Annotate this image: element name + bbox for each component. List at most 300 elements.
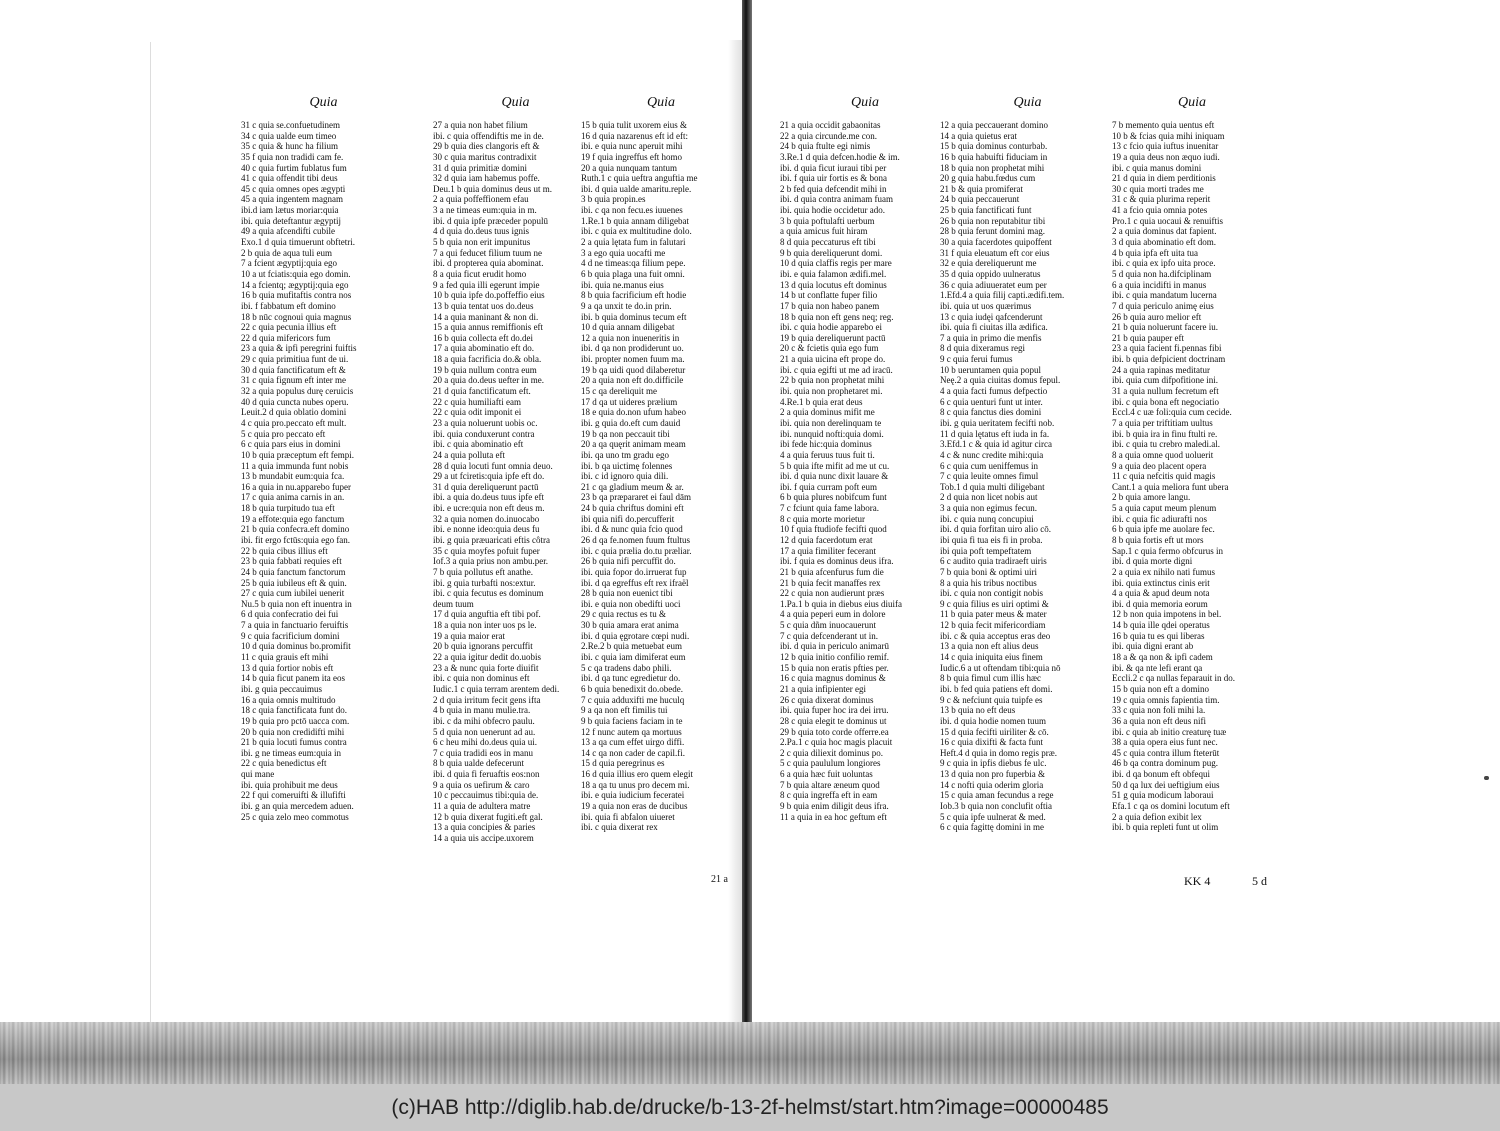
entry-line: 9 b quia enim diligit deus ifra.: [780, 801, 889, 811]
entry-line: 24 a quia polluta eft: [433, 449, 505, 460]
entry-line: 4 a quia feruus tuus fuit ti.: [780, 449, 875, 460]
entry-line: 14 c nofti quia oderim gloria: [940, 779, 1044, 790]
entry-line: 29 a ut fciretis:quia ipfe eft do.: [433, 471, 545, 482]
entry-line: 41 c quia offendit tibi deus: [241, 173, 338, 184]
entry-line: 4 d quia do.deus tuus ignis: [433, 226, 529, 237]
entry-line: 18 b quia non prophetat mihi: [940, 162, 1045, 173]
entry-line: 21 d quia fanctificatum eft.: [433, 386, 531, 397]
entry-line: 7 b quia boni & optimi uiri: [940, 566, 1037, 577]
entry-line: 22 c quia benedictus eft: [241, 758, 327, 769]
entry-line: 24 b quia peccauerunt: [940, 194, 1020, 205]
entry-line: ibi. quia non derelinquam te: [780, 417, 882, 428]
entry-line: 18 b quia turpitudo tua eft: [241, 503, 335, 514]
entry-line: 22 c quia non audierunt præs: [780, 588, 885, 599]
entry-line: 15 b quia non eratis pfties per.: [780, 662, 889, 673]
entry-line: 29 c quia rectus es tu &: [581, 609, 666, 620]
entry-line: 8 c quia fanctus dies domini: [940, 407, 1042, 418]
entry-line: Exo.1 d quia timuerunt obftetri.: [241, 237, 355, 248]
entry-line: 4.Re.1 b quia erat deus: [780, 396, 863, 407]
entry-line: 5 c quia ipfe uulnerat & med.: [940, 811, 1046, 822]
entry-line: 24 a quia rapinas meditatur: [1112, 364, 1210, 375]
entry-line: 13 a quia concipies & paries: [433, 822, 536, 833]
entry-line: 3 d quia abominatio eft dom.: [1112, 237, 1216, 248]
entry-line: 18 c quia fanctificata funt do.: [241, 705, 347, 716]
entry-line: 9 c quia in ipfis diebus fe ulc.: [940, 758, 1047, 769]
entry-line: 6 c heu mihi do.deus quia ui.: [433, 737, 537, 748]
entry-line: ibi. a quia do.deus tuus ipfe eft: [433, 492, 544, 503]
entry-line: 23 a quia noluerunt uobis oc.: [433, 417, 538, 428]
entry-line: 27 c quia cum iubilei uenerit: [241, 588, 345, 599]
entry-line: ibi. e ucre:quia non eft deus m.: [433, 503, 545, 514]
entry-line: 13 b quia no eft deus: [940, 705, 1016, 716]
entry-line: 11 b quia pater meus & mater: [940, 609, 1047, 620]
entry-line: 10 b & fcias quia mihi iniquam: [1112, 130, 1225, 141]
entry-line: 20 a quia non eft do.difficile: [581, 375, 684, 386]
entry-line: 3 a ne timeas eum:quia in m.: [433, 205, 537, 216]
entry-line: 21 a quia uicina eft prope do.: [780, 354, 886, 365]
entry-line: 18 a quia non inter uos ps le.: [433, 620, 537, 631]
entry-line: 32 a quia nomen do.inuocabo: [433, 513, 540, 524]
entry-line: 4 a quia & apud deum nota: [1112, 588, 1210, 599]
entry-line: 24 b quia chriftus domini eft: [581, 503, 684, 514]
entry-line: 15 d quia fecifti uiriliter & cō.: [940, 726, 1049, 737]
entry-line: 5 b quia ifte mifit ad me ut cu.: [780, 460, 890, 471]
entry-line: 6 c quia pars eius in domini: [241, 439, 341, 450]
entry-line: 9 c quia facrificium domini: [241, 630, 340, 641]
entry-line: 31 c & quia plurima reperit: [1112, 194, 1211, 205]
entry-line: 2 a quia defion exibit lex: [1112, 811, 1202, 822]
entry-line: Iob.3 b quia non conclufit oftia: [940, 801, 1052, 811]
entry-line: 20 b quia ignorans percuffit: [433, 641, 533, 652]
left-page: [150, 42, 743, 1027]
entry-line: 20 a qa quęrit animam meam: [581, 439, 686, 450]
entry-line: 45 c quia omnes opes ægypti: [241, 183, 346, 194]
right-page: [752, 42, 1488, 1027]
entry-line: 19 b qa non peccauit tibi: [581, 428, 670, 439]
entry-line: ibi. e quia non obedifti uoci: [581, 598, 681, 609]
entry-line: 49 a quia afcendifti cubile: [241, 226, 335, 237]
entry-line: 3.Efd.1 c & quia id agitur circa: [940, 439, 1052, 450]
page-number: 21 a: [711, 874, 728, 885]
entry-line: 23 a quia facient fi.pennas fibi: [1112, 343, 1222, 354]
entry-line: ibi. f quia es dominus deus ifra.: [780, 556, 894, 567]
entry-line: Pro.1 c quia uocaui & renuiftis: [1112, 215, 1223, 226]
entry-line: ibi. c qa non fecu.es iuuenes: [581, 205, 683, 216]
entry-line: 14 a quia quietus erat: [940, 130, 1017, 141]
entry-line: ibi. d qa bonum eft obfequi: [1112, 769, 1210, 780]
left-column-3: [581, 95, 741, 833]
entry-line: 9 a qa unxit te do.in prin.: [581, 300, 672, 311]
entry-line: 14 a quia uis accipe.uxorem: [433, 832, 534, 843]
entry-line: ibi. d qa egreffus eft rex ifraël: [581, 577, 689, 588]
entry-line: Nu.5 b quia non eft inuentra in: [241, 598, 352, 609]
entry-line: Iudic.6 a ut oftendam tibi:quia nō: [940, 662, 1061, 673]
entry-line: ibi. d quia ipfe præceder populū: [433, 215, 548, 226]
entry-line: 22 c quia humiliafti eam: [433, 396, 521, 407]
entry-line: 19 b quia dereliquerunt pactū: [780, 332, 886, 343]
entry-line: ibi. f fabbatum eft domino: [241, 300, 336, 311]
entry-line: 15 b quia non eft a domino: [1112, 683, 1209, 694]
entry-line: 9 c quia filius es uiri optimi &: [940, 598, 1049, 609]
entry-line: ibi. quia digni erant ab: [1112, 641, 1194, 652]
entry-line: 12 b non quia impotens in bel.: [1112, 609, 1222, 620]
entry-line: 4 c quia pro.peccato eft mult.: [241, 417, 347, 428]
entry-line: 12 a quia peccauerant domino: [940, 120, 1048, 130]
entry-line: 14 c quia iniquita eius finem: [940, 652, 1043, 663]
entry-line: 14 a fcientq; ægyptij:quia ego: [241, 279, 349, 290]
entry-line: 13 d quia fortior nobis eft: [241, 662, 334, 673]
entry-line: ibi. qa uno tm gradu ego: [581, 449, 669, 460]
entry-line: ibi. d quia hodie nomen tuum: [940, 715, 1046, 726]
entry-line: ibi. quia conduxerunt contra: [433, 428, 535, 439]
entry-line: 6 c quia uenturi funt ut inter.: [940, 396, 1043, 407]
entry-line: 28 d quia locuti funt omnia deuo.: [433, 460, 553, 471]
right-column-1: [780, 95, 950, 822]
entry-line: ibi. c quia ex multitudine dolo.: [581, 226, 692, 237]
entry-line: Efa.1 c qa os domini locutum eft: [1112, 801, 1230, 811]
entry-line: ibi. d quia in periculo animarū: [780, 641, 889, 652]
entry-line: 9 b quia dereliquerunt domi.: [780, 247, 883, 258]
entry-line: 7 c fciunt quia fame labora.: [780, 503, 879, 514]
entry-line: 2 a quia dominus mifit me: [780, 407, 875, 418]
entry-line: 6 c quia cum ueniffemus in: [940, 460, 1039, 471]
entry-line: 18 a quia facrificia do.& obla.: [433, 354, 542, 365]
entry-line: 12 b quia initio confilio remif.: [780, 652, 889, 663]
entry-line: 12 f nunc autem qa mortuus: [581, 726, 682, 737]
book-gutter: [742, 0, 752, 1022]
entry-line: 21 b quia afcenfurus fum die: [780, 566, 884, 577]
entry-line: 16 b quia tu es qui liberas: [1112, 630, 1205, 641]
entry-line: 50 d qa lux dei ueftigium eius: [1112, 779, 1220, 790]
entry-line: 6 b quia plaga una fuit omni.: [581, 268, 685, 279]
entry-line: 3 b quia propin.es: [581, 194, 646, 205]
entry-line: 8 d quia dixeramus regi: [940, 343, 1025, 354]
entry-line: ibi. b quia repleti funt ut olim: [1112, 822, 1219, 833]
entry-line: ibi. c quia ex ipfo uita proce.: [1112, 258, 1216, 269]
entry-line: 8 d quia peccaturus eft tibi: [780, 237, 876, 248]
entry-line: ibi. c quia bona eft negociatio: [1112, 396, 1219, 407]
entry-line: 34 c quia ualde eum timeo: [241, 130, 337, 141]
entry-line: Ruth.1 c quia ueftra anguftia me: [581, 173, 698, 184]
entry-line: 8 a quia ficut erudit homo: [433, 268, 527, 279]
entry-line: ibi. d quia ualde amaritu.reple.: [581, 183, 692, 194]
entry-line: 45 a quia ingentem magnam: [241, 194, 343, 205]
entry-line: 35 f quia non tradidi cam fe.: [241, 151, 344, 162]
entry-line: 31 d quia primitiæ domini: [433, 162, 527, 173]
entry-line: 16 c quia magnus dominus &: [780, 673, 886, 684]
entry-line: 10 f quia ftudiofe fecifti quod: [780, 524, 887, 535]
entry-line: 40 c quia furtim fublatus fum: [241, 162, 347, 173]
entry-line: 12 b quia dixerat fugiti.eft gal.: [433, 811, 543, 822]
entry-line: ibi. d quia nunc dixit lauare &: [780, 471, 889, 482]
entry-line: 11 a quia de adultera matre: [433, 801, 531, 811]
entry-line: 19 c quia omnis fapientia tim.: [1112, 694, 1220, 705]
entry-line: 2 b fed quia defcendit mihi in: [780, 183, 887, 194]
entry-line: 2 c quia diliexit dominus po.: [780, 747, 883, 758]
column-heading: Quia: [647, 95, 675, 110]
entry-line: 9 c quia ferui fumus: [940, 354, 1013, 365]
entry-line: 21 a quia infipienter egi: [780, 683, 866, 694]
entry-line: 2 a quia ex nihilo nati fumus: [1112, 566, 1215, 577]
entry-line: ibi. c quia non contigit nobis: [940, 588, 1043, 599]
entry-line: 8 b quia facrificium eft hodie: [581, 290, 687, 301]
entry-line: 29 c quia primitiua funt de ui.: [241, 354, 349, 365]
entry-line: 8 b quia ualde defecerunt: [433, 758, 524, 769]
entry-line: 17 c quia anima carnis in an.: [241, 492, 345, 503]
entry-line: ibi. quia ut uos quærimus: [940, 300, 1032, 311]
entry-line: 17 b quia non habeo panem: [780, 300, 880, 311]
entry-line: 2 d quia non licet nobis aut: [940, 492, 1038, 503]
entry-line: 19 a quia maior erat: [433, 630, 505, 641]
entry-line: 21 c qa gladium meum & ar.: [581, 481, 684, 492]
left-column-2: [433, 95, 598, 844]
entry-line: Tob.1 d quia multi diligebant: [940, 481, 1045, 492]
entry-line: 22 c quia pecunia illius eft: [241, 322, 337, 333]
entry-line: 31 a quia nullum fecretum eft: [1112, 386, 1219, 397]
entry-line: 9 a qa non eft fimilis tui: [581, 705, 668, 716]
entry-line: 23 b qa præpararet ei faul dām: [581, 492, 691, 503]
entry-line: 18 a qa tu unus pro decem mi.: [581, 779, 690, 790]
entry-line: 46 b qa contra dominum pug.: [1112, 758, 1218, 769]
entry-line: 18 a & qa non & ipfi cadem: [1112, 652, 1213, 663]
entry-line: 23 b quia fabbati requies eft: [241, 556, 342, 567]
entry-line: 31 c quia se.confuetudinem: [241, 120, 340, 130]
entry-line: 5 d quia non uenerunt ad au.: [433, 726, 536, 737]
entry-line: 2 a quia poffeffionem efau: [433, 194, 529, 205]
entry-line: 10 d quia dominus bo.promifit: [241, 641, 351, 652]
entry-line: ibi. quia fi ciuitas illa ædifica.: [940, 322, 1048, 333]
entry-line: 5 c quia pro peccato eft: [241, 428, 326, 439]
entry-line: 8 a quia his tribus noctibus: [940, 577, 1037, 588]
entry-line: 35 c quia & hunc ha filium: [241, 141, 338, 152]
entry-line: 6 b quia plures nobifcum funt: [780, 492, 887, 503]
entry-line: 51 g quia modicum laboraui: [1112, 790, 1214, 801]
entry-line: 5 c quia dñm inuocauerunt: [780, 620, 876, 631]
entry-line: 9 a quia deo placent opera: [1112, 460, 1207, 471]
entry-line: 29 b quia toto corde offerre.ea: [780, 726, 889, 737]
signature-mark: KK 4: [1184, 874, 1211, 888]
entry-line: ibi. g ne timeas eum:quia in: [241, 747, 341, 758]
entry-line: ibi quia poft tempeftatem: [940, 545, 1032, 556]
entry-line: 21 a quia occidit gabaonitas: [780, 120, 881, 130]
entry-line: 4 b quia ipfa eft uita tua: [1112, 247, 1198, 258]
entry-line: 36 a quia non eft deus nifi: [1112, 715, 1206, 726]
entry-line: 7 c quia tradidi eos in manu: [433, 747, 533, 758]
entry-line: 2 d quia irritum fecit gens ifta: [433, 694, 541, 705]
entry-line: 2 b quia de aqua tuli eum: [241, 247, 332, 258]
entry-line: 13 b mundabit eum:quia fca.: [241, 471, 345, 482]
entry-line: 1.Pa.1 b quia in diebus eius diuifa: [780, 598, 902, 609]
entry-line: ibi. b qa uictimę folennes: [581, 460, 673, 471]
entry-line: 16 b quia habuifti fiduciam in: [940, 151, 1048, 162]
entry-line: ibi. e quia iudicium feceratei: [581, 790, 685, 801]
entry-line: 17 d qa ut uideres prælium: [581, 396, 678, 407]
entry-line: ibi. c quia tu crebro maledi.al.: [1112, 439, 1220, 450]
entry-line: 26 c quia dixerat dominus: [780, 694, 874, 705]
entry-line: ibi. d quia ęgrotare cœpi nudi.: [581, 630, 690, 641]
entry-line: 15 c quia aman fecundus a rege: [940, 790, 1054, 801]
entry-line: 15 a quia annus remiffionis eft: [433, 322, 544, 333]
entry-line: 7 c quia defcenderant ut in.: [780, 630, 878, 641]
entry-line: 19 a quia non eras de ducibus: [581, 801, 688, 811]
entry-line: 10 b quia præceptum eft fempi.: [241, 449, 354, 460]
entry-line: 29 b quia dies clangoris eft &: [433, 141, 540, 152]
entry-line: 10 d quia annam diligebat: [581, 322, 675, 333]
entry-line: 19 b quia nullum contra eum: [433, 364, 537, 375]
entry-line: 7 a quia per triftitiam uultus: [1112, 417, 1213, 428]
entry-line: 18 e quia do.non ufum habeo: [581, 407, 686, 418]
entry-line: ibi. c quia non dominus eft: [433, 673, 530, 684]
entry-line: 16 b quia mufitaftis contra nos: [241, 290, 352, 301]
entry-line: ibi. quia ne.manus eius: [581, 279, 664, 290]
entry-line: ibi.d iam lætus moriar:quia: [241, 205, 339, 216]
entry-line: ibi. c quia dixerat rex: [581, 822, 658, 833]
entry-line: 16 b quia collecta eft do.dei: [433, 332, 533, 343]
entry-line: 17 a quia abominatio eft do.: [433, 343, 534, 354]
entry-line: 4 a quia facti fumus defpectio: [940, 386, 1048, 397]
entry-line: 5 b quia non erit impunitus: [433, 237, 531, 248]
entry-line: ibi. f quia uir fortis es & bona: [780, 173, 887, 184]
entry-line: 7 a quia in primo die menfis: [940, 332, 1042, 343]
entry-line: ibi. g quia turbafti nos:extur.: [433, 577, 536, 588]
entry-line: 15 b quia dominus conturbab.: [940, 141, 1048, 152]
entry-line: ibi fede hic:quia dominus: [780, 439, 872, 450]
entry-line: 22 c quia odit imponit ei: [433, 407, 522, 418]
entry-line: 5 d quia non ha.difciplinam: [1112, 268, 1212, 279]
entry-line: ibi. d & nunc quia fcio quod: [581, 524, 683, 535]
entry-line: ibi. g quia peccauimus: [241, 683, 322, 694]
entry-line: 15 c qa dereliquit me: [581, 386, 657, 397]
entry-line: 2 a quia lętata fum in falutari: [581, 237, 686, 248]
entry-line: 35 c quia moyfes pofuit fuper: [433, 545, 540, 556]
entry-line: 19 a effote:quia ego fanctum: [241, 513, 345, 524]
entry-line: ibi. g quia do.eft cum dauid: [581, 417, 681, 428]
entry-line: 6 a quia hæc fuit uoluntas: [780, 769, 873, 780]
entry-line: ibi. propter nomen fuum ma.: [581, 354, 685, 365]
entry-line: 6 c audito quia tradiraeft uiris: [940, 556, 1047, 567]
entry-line: 9 a fed quia illi egerunt impie: [433, 279, 540, 290]
entry-line: ibi. c quia nunq concupiui: [940, 513, 1034, 524]
entry-line: 20 a quia do.deus uefter in me.: [433, 375, 544, 386]
entry-line: deum tuum: [433, 598, 474, 609]
entry-line: 31 f quia eleuatum eft cor eius: [940, 247, 1050, 258]
entry-line: 10 d quia claffis regis per mare: [780, 258, 892, 269]
entry-line: 11 a quia immunda funt nobis: [241, 460, 349, 471]
column-heading: Quia: [309, 95, 338, 110]
entry-line: 26 b quia non reputabitur tibi: [940, 215, 1046, 226]
entry-line: 20 c & fcietis quia ego fum: [780, 343, 879, 354]
entry-line: 9 a quia os uefirum & caro: [433, 779, 530, 790]
entry-line: 28 c quia elegit te dominus ut: [780, 715, 887, 726]
entry-line: 2 b quia amore langu.: [1112, 492, 1191, 503]
entry-line: 3 a quia non egimus fecun.: [940, 503, 1037, 514]
entry-line: 6 b quia ipfe me auolare fec.: [1112, 524, 1215, 535]
entry-line: 23 a & nunc quia forte diuifit: [433, 662, 539, 673]
entry-line: 20 b quia non credidifti mihi: [241, 726, 345, 737]
entry-line: 14 b quia ille qdei operatus: [1112, 620, 1210, 631]
entry-line: Deu.1 b quia dominus deus ut m.: [433, 183, 552, 194]
entry-line: 25 b quia fanctificati funt: [940, 205, 1032, 216]
entry-line: 8 b quia fortis eft ut mors: [1112, 534, 1204, 545]
entry-line: 35 d quia oppido uulneratus: [940, 268, 1041, 279]
entry-line: 21 b quia confecra.eft domino: [241, 524, 350, 535]
entry-line: 11 c quia grauis eft mihi: [241, 652, 329, 663]
entry-line: 16 d quia nazarenus eft id eft:: [581, 130, 688, 141]
entry-line: Eccl.4 c uæ foli:quia cum cecide.: [1112, 407, 1232, 418]
entry-line: ibi. d quia memoria eorum: [1112, 598, 1208, 609]
column-heading: Quia: [501, 95, 530, 110]
entry-line: ibi. quia prohibuit me deus: [241, 779, 338, 790]
entry-line: ibi. d quia contra animam fuam: [780, 194, 893, 205]
entry-line: 19 a quia deus non æquo iudi.: [1112, 151, 1220, 162]
entry-line: ibi. quia hodie occidetur ado.: [780, 205, 885, 216]
entry-line: ibi. d quia morte digni: [1112, 556, 1193, 567]
entry-line: ibi. g an quia mercedem aduen.: [241, 801, 354, 811]
entry-line: 17 a quia fimiliter fecerant: [780, 545, 876, 556]
column-heading: Quia: [1013, 95, 1042, 110]
entry-line: 8 b quia fimul cum illis hæc: [940, 673, 1041, 684]
entry-line: 11 c quia nefcitis quid magis: [1112, 471, 1216, 482]
entry-line: 36 c quia adiuueratet eum per: [940, 279, 1047, 290]
entry-line: 3 b quia poftulafti uerbum: [780, 215, 875, 226]
entry-line: ibi. g quia ueritatem fecifti nob.: [940, 417, 1055, 428]
entry-line: 30 b quia amara erat anima: [581, 620, 679, 631]
entry-line: 13 a qa cum effet uirgo diffi.: [581, 737, 685, 748]
right-column-3: [1112, 95, 1272, 833]
entry-line: 7 b quia altare æneum quod: [780, 779, 880, 790]
entry-line: 23 a quia & ipfi peregrini fuiftis: [241, 343, 357, 354]
entry-line: 10 c peccauimus tibi:quia de.: [433, 790, 539, 801]
entry-line: 7 a fcient ægyptij:quia ego: [241, 258, 337, 269]
entry-line: 22 b quia non prophetat mihi: [780, 375, 885, 386]
entry-line: Heft.4 d quia in domo regis præ.: [940, 747, 1057, 758]
entry-line: 5 a quia caput meum plenum: [1112, 503, 1217, 514]
entry-line: 19 f quia ingreffus eft homo: [581, 151, 683, 162]
entry-line: 13 b quia tentat uos do.deus: [433, 300, 534, 311]
entry-line: 4 b quia in manu mulie.tra.: [433, 705, 531, 716]
entry-line: Neę.2 a quia ciuitas domus fepul.: [940, 375, 1061, 386]
entry-line: 28 b quia ferunt domini mag.: [940, 226, 1045, 237]
entry-line: 16 a quia omnis multitudo: [241, 694, 336, 705]
entry-line: ibi. c quia hodie apparebo ei: [780, 322, 882, 333]
entry-line: 22 f qui comeruifti & illufifti: [241, 790, 346, 801]
entry-line: ibi quia nifi do.percufferit: [581, 513, 675, 524]
entry-line: 32 d quia iam habemus poffe.: [433, 173, 540, 184]
entry-line: ibi. d quia forfitan uiro alio cō.: [940, 524, 1051, 535]
entry-line: 12 a quia non inueneritis in: [581, 332, 680, 343]
entry-line: 9 c & nefciunt quia tuipfe es: [940, 694, 1043, 705]
entry-line: 16 d quia illius ero quem elegit: [581, 769, 693, 780]
entry-line: ibi. & qa nte lefi erant qa: [1112, 662, 1203, 673]
entry-line: 18 b quia non eft gens neq; reg.: [780, 311, 894, 322]
entry-line: 38 a quia opera eius funt nec.: [1112, 737, 1218, 748]
entry-line: 2.Re.2 b quia metuebat eum: [581, 641, 682, 652]
entry-line: ibi. f quia curram poft eum: [780, 481, 877, 492]
entry-line: 21 b quia locuti fumus contra: [241, 737, 347, 748]
entry-line: ibi. d quia fi feruaftis eos:non: [433, 769, 540, 780]
entry-line: 13 d quia locutus eft dominus: [780, 279, 887, 290]
entry-line: 26 d qa fe.nomen fuum ftultus: [581, 534, 690, 545]
entry-line: 31 d quia dereliquerunt pactū: [433, 481, 539, 492]
entry-line: ibi. b quia ira in finu ftulti re.: [1112, 428, 1218, 439]
entry-line: ibi. c quia fic adiurafti nos: [1112, 513, 1207, 524]
entry-line: 33 c quia non foli mihi la.: [1112, 705, 1206, 716]
entry-line: 21 b quia fecit manaffes rex: [780, 577, 881, 588]
entry-line: 19 b qa uidi quod dilaberetur: [581, 364, 686, 375]
entry-line: 8 a quia omne quod uoluerit: [1112, 449, 1214, 460]
entry-line: 13 d quia non pro fuperbia &: [940, 769, 1045, 780]
entry-line: 21 b quia noluerunt facere iu.: [1112, 322, 1218, 333]
